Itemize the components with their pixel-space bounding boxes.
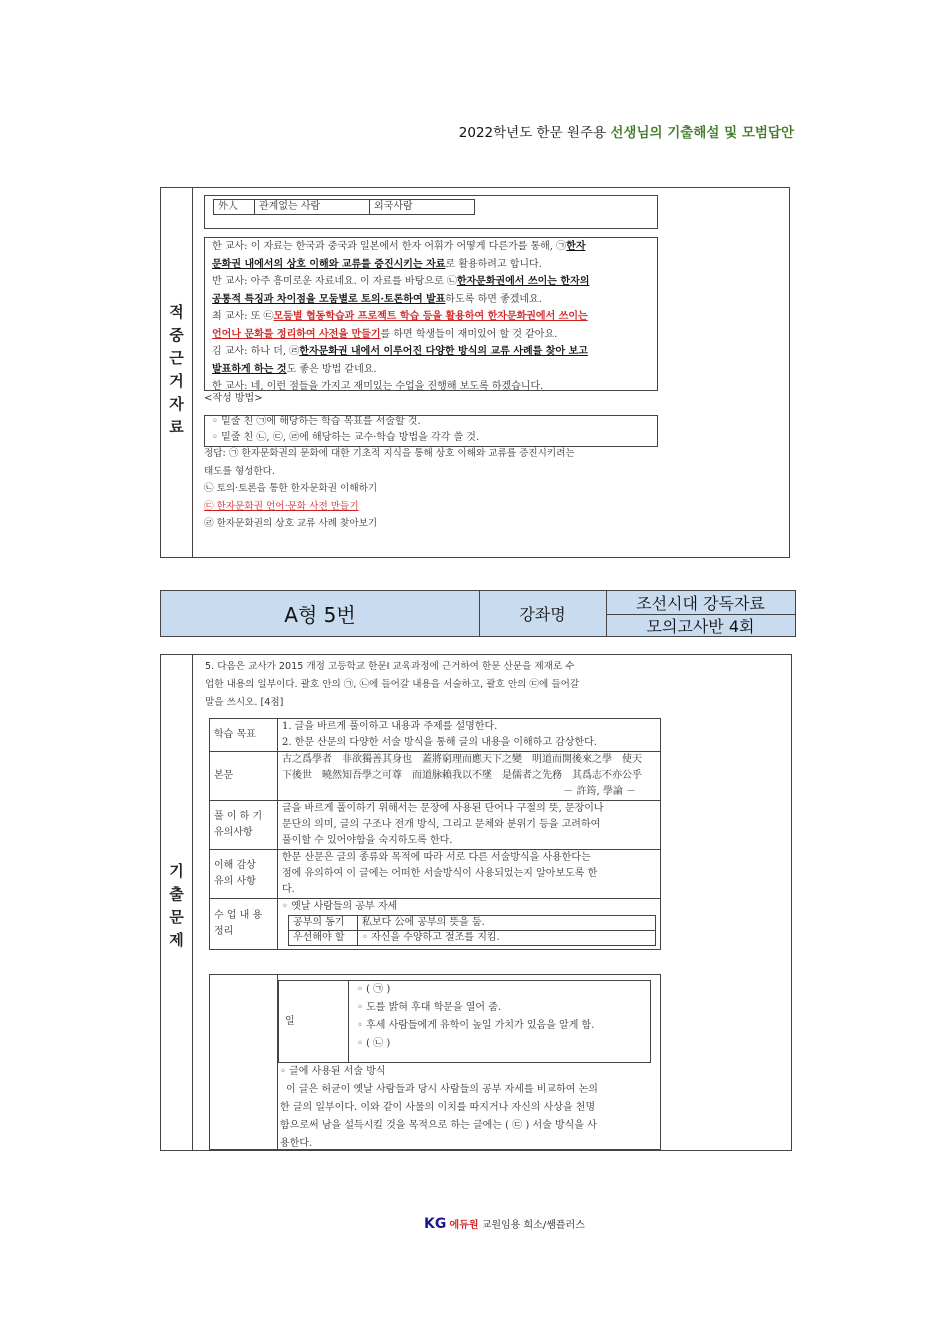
lower-para-line: 한 글의 일부이다. 이와 같이 사물의 이치를 따지거나 자신의 사상을 천명 [280, 1102, 596, 1113]
goal-label: 학습 목표 [210, 719, 278, 752]
side-char: 기 [169, 862, 184, 880]
goal-cell: 1. 글을 바르게 풀이하고 내용과 주제를 설명한다. 2. 한문 산문의 다양한 서술 방식을 통해 글의 내용을 이해하고 감상한다. [278, 719, 661, 752]
inner-value: ◦ 자신을 수양하고 절조를 지킴. [358, 931, 656, 946]
lower-item: ◦ ( ㉠ ) [357, 984, 391, 995]
inner-label: 우선해야 할 [289, 931, 358, 946]
text-cell: 古之爲學者 非欲獨善其身也 蓋將窮理而應天下之變 明道而開後來之學 使天 下後世 曉然知吾學之可尊 而道脉賴我以不墜 是儒者之先務 其爲志不亦公乎 － 許筠, 學論 － [278, 752, 661, 801]
question-line: 업한 내용의 일부이다. 괄호 안의 ㉠, ㉡에 들어갈 내용을 서술하고, 괄호 안의 ㉢에 들어갈 [205, 679, 580, 690]
question-line: 5. 다음은 교사가 2015 개정 고등학교 한문Ⅰ 교육과정에 근거하여 한문 산문을 제재로 수 [205, 661, 575, 672]
footer-logo [424, 1216, 585, 1232]
dialogue-line: 한 교사: 네, 이런 점들을 가지고 재미있는 수업을 진행해 보도록 하겠습니다. [212, 381, 544, 392]
vocab-meaning-1: 관계없는 사람 [255, 200, 370, 215]
inner-value: 私보다 公에 공부의 뜻을 둠. [358, 916, 656, 931]
lower-label: 일 [285, 1016, 295, 1027]
lower-left-col [209, 974, 278, 1150]
summary-label: 수 업 내 용 정리 [210, 899, 278, 950]
footer-edu: 에듀원 [449, 1220, 479, 1231]
evidence-section [160, 187, 790, 558]
lower-method-title: ◦ 글에 사용된 서술 방식 [280, 1066, 386, 1077]
course-name-row2: 모의고사반 4회 [646, 617, 755, 636]
summary-cell: ◦ 옛날 사람들의 공부 자세 공부의 동기 私보다 公에 공부의 뜻을 둠. 우선해야 할 ◦ 자신을 수양하고 절조를 지킴. [278, 899, 661, 950]
answer-block [204, 445, 575, 533]
text-label: 본문 [210, 752, 278, 801]
exam-section [160, 654, 792, 1151]
lesson-table [209, 718, 661, 950]
page-header [459, 121, 794, 141]
dialogue-line: 공통적 특징과 차이점을 모둠별로 토의·토론하여 발표하도록 하면 좋겠네요. [212, 293, 542, 305]
lower-inner-divider [348, 980, 349, 1063]
dialogue-line: 최 교사: 또 ㉢모둠별 협동학습과 프로젝트 학습 등을 활용하여 한자문화권에서 쓰이는 [212, 311, 588, 322]
lower-para-line: 용한다. [280, 1138, 313, 1149]
vocab-hanja: 外人 [214, 200, 255, 215]
side-char: 제 [169, 931, 184, 949]
lower-para-line: 함으로써 남을 설득시킬 것을 목적으로 하는 글에는 ( ㉢ ) 서술 방식을 사 [280, 1120, 597, 1131]
method-list [212, 414, 479, 446]
dialogue-text [212, 238, 657, 396]
dialogue-line: 한 교사: 이 자료는 한국과 중국과 일본에서 한자 어휘가 어떻게 다른가를 통해, ㉠한자 [212, 241, 586, 252]
side-char: 근 [169, 349, 184, 367]
header-highlight: 선생님의 기출해설 및 모범답안 [610, 125, 794, 141]
lower-item: ◦ 후세 사람들에게 유학이 높일 가치가 있음을 알게 함. [357, 1020, 595, 1031]
lower-items [357, 981, 594, 1053]
side-char: 적 [169, 303, 184, 321]
course-name-row1: 조선시대 강독자료 [606, 591, 795, 615]
inner-label: 공부의 동기 [289, 916, 358, 931]
vocab-box [204, 195, 658, 229]
lower-para-line: 이 글은 허균이 옛날 사람들과 당시 사람들의 공부 자세를 비교하여 논의 [286, 1084, 598, 1095]
problem-number: A형 5번 [161, 591, 480, 636]
summary-inner-table [288, 915, 656, 946]
answer-line: 정답: ㉠ 한자문화권의 문화에 대한 기초적 지식을 통해 상호 이해와 교류를 증진시키려는 [204, 448, 575, 459]
side-char: 료 [169, 418, 184, 436]
answer-line: ㉡ 토의·토론을 통한 한자문화권 이해하기 [204, 483, 378, 494]
dialogue-line: 김 교사: 하나 더, ㉣한자문화권 내에서 이루어진 다양한 방식의 교류 사례를 찾아 보고 [212, 346, 588, 357]
lower-item: ◦ ( ㉡ ) [357, 1038, 391, 1049]
vocab-meaning-2: 외국사람 [370, 200, 475, 215]
dialogue-line: 발표하게 하는 것도 좋은 방법 같네요. [212, 363, 377, 375]
appreciation-cell: 한문 산문은 글의 종류와 목적에 따라 서로 다른 서술방식을 사용한다는 점에 유의하여 이 글에는 어떠한 서술방식이 사용되었는지 알아보도록 한 다. [278, 850, 661, 899]
method-item: ◦ 밑줄 친 ㉠에 해당하는 학습 목표를 서술할 것. [212, 416, 421, 427]
footer-kg: KG [424, 1216, 447, 1232]
note-cell: 글을 바르게 풀이하기 위해서는 문장에 사용된 단어나 구절의 뜻, 문장이나 문단의 의미, 글의 구조나 전개 방식, 그리고 문체와 분위기 등을 고려하여 풀이할 수 있어야함을 숙지하도록 한다. [278, 801, 661, 850]
appreciation-label: 이해 감상 유의 사항 [210, 850, 278, 899]
side-char: 자 [169, 395, 184, 413]
footer-rest: 교원임용 희소/쌤플러스 [481, 1220, 585, 1231]
lower-method [280, 1063, 660, 1153]
question-line: 말을 쓰시오. [4점] [205, 697, 284, 708]
side-char: 문 [169, 908, 184, 926]
note-label: 풀 이 하 기 유의사항 [210, 801, 278, 850]
lower-item: ◦ 도를 밝혀 후대 학문을 열어 줌. [357, 1002, 502, 1013]
side-char: 중 [169, 326, 184, 344]
question-text [205, 658, 579, 712]
vocab-table [213, 199, 475, 215]
method-item: ◦ 밑줄 친 ㉡, ㉢, ㉣에 해당하는 교수·학습 방법을 각각 쓸 것. [212, 432, 480, 443]
answer-line: 태도를 형성한다. [204, 465, 275, 477]
dialogue-line: 반 교사: 아주 흥미로운 자료네요. 이 자료를 바탕으로 ㉡한자문화권에서 쓰이는 한자의 [212, 276, 590, 287]
side-char: 거 [169, 372, 184, 390]
exam-side-label [161, 655, 193, 1150]
answer-line: ㉣ 한자문화권의 상호 교류 사례 찾아보기 [204, 518, 378, 529]
header-prefix: 2022학년도 한문 원주용 [458, 125, 607, 141]
dialogue-line: 문화권 내에서의 상호 이해와 교류를 증진시키는 자료로 활용하려고 합니다. [212, 258, 542, 270]
problem-title-bar [160, 590, 796, 637]
dialogue-line: 언어나 문화를 정리하여 사전을 만들기를 하면 학생들이 재미있어 할 것 같아요. [212, 328, 558, 340]
evidence-side-label [161, 188, 193, 557]
course-label: 강좌명 [479, 591, 607, 636]
method-title: <작성 방법> [204, 393, 263, 404]
answer-line-red: ㉢ 한자문화권 언어·문화 사전 만들기 [204, 500, 359, 512]
side-char: 출 [169, 885, 184, 903]
